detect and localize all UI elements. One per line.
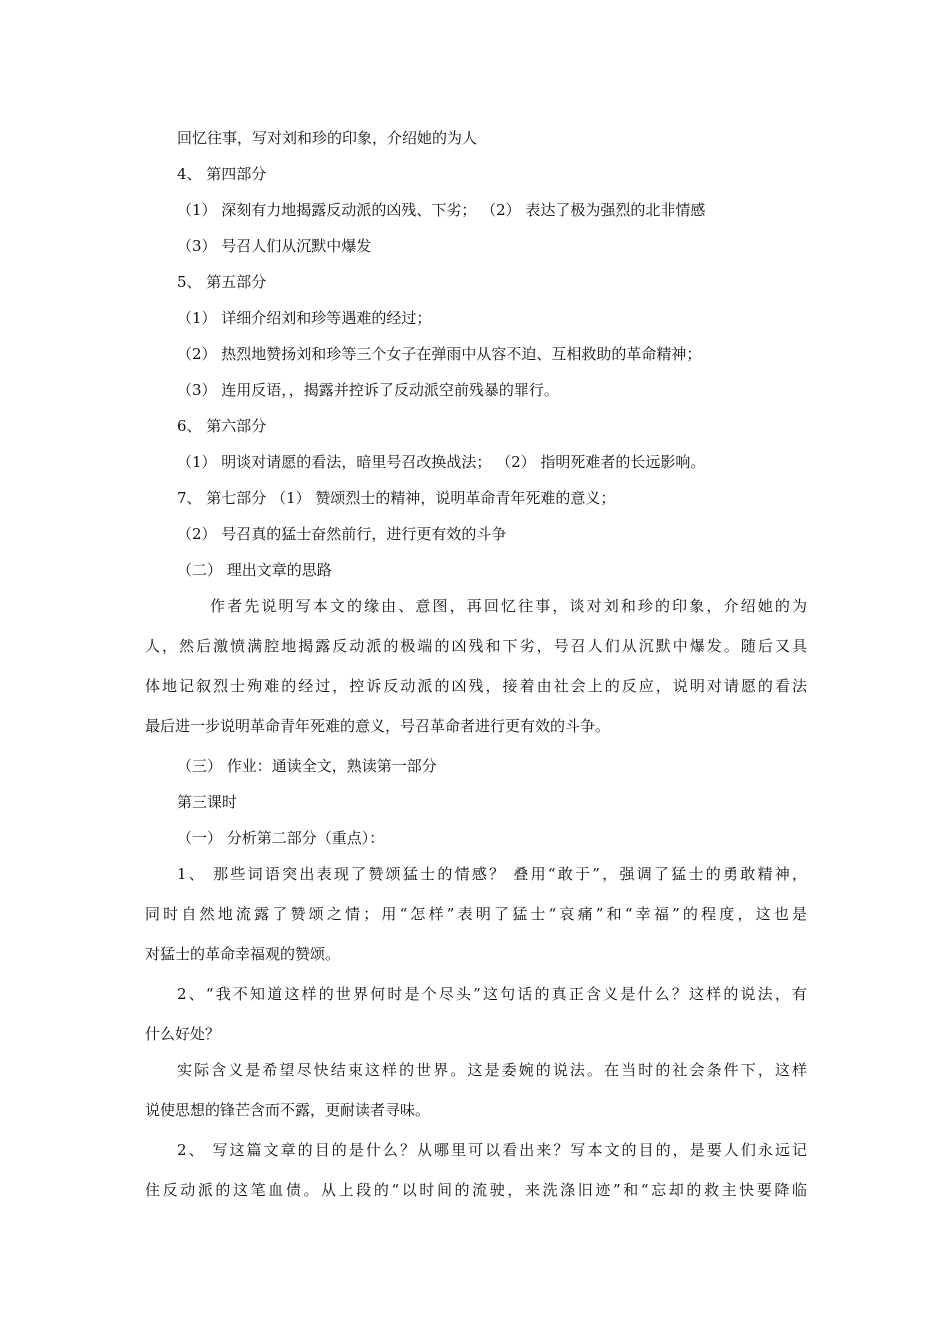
paragraph-line: 同时自然地流露了赞颂之情；用“怎样”表明了猛士“哀痛”和“幸福”的程度，这也是: [145, 905, 807, 923]
text-line: 7、 第七部分 （1） 赞颂烈士的精神，说明革命青年死难的意义；: [177, 489, 616, 507]
text-line: （2） 热烈地赞扬刘和珍等三个女子在弹雨中从容不迫、互相救助的革命精神；: [177, 345, 702, 363]
paragraph-line: 2、“我不知道这样的世界何时是个尽头”这句话的真正含义是什么？这样的说法，有: [177, 985, 807, 1003]
text-line: （3） 号召人们从沉默中爆发: [177, 237, 372, 255]
paragraph-line: 对猛士的革命幸福观的赞颂。: [145, 945, 341, 963]
section-heading: （三） 作业：通读全文，熟读第一部分: [177, 757, 437, 775]
paragraph-line: 1、 那些词语突出表现了赞颂猛士的情感？ 叠用“敢于”，强调了猛士的勇敢精神，: [177, 865, 807, 883]
text-line: （1） 深刻有力地揭露反动派的凶残、下劣； （2） 表达了极为强烈的北非情感: [177, 201, 706, 219]
paragraph-line: 2、 写这篇文章的目的是什么？从哪里可以看出来？写本文的目的，是要人们永远记: [177, 1141, 807, 1159]
lesson-heading: 第三课时: [177, 793, 238, 811]
paragraph-line: 体地记叙烈士殉难的经过，控诉反动派的凶残，接着由社会上的反应，说明对请愿的看法: [145, 677, 807, 695]
text-line: （1） 明谈对请愿的看法，暗里号召改换战法； （2） 指明死难者的长远影响。: [177, 453, 706, 471]
paragraph-line: 住反动派的这笔血债。从上段的“以时间的流驶，来洗涤旧迹”和“忘却的救主快要降临: [145, 1181, 807, 1199]
paragraph-line: 人，然后激愤满腔地揭露反动派的极端的凶残和下劣，号召人们从沉默中爆发。随后又具: [145, 637, 807, 655]
paragraph-line: 说使思想的锋芒含而不露，更耐读者寻味。: [145, 1101, 431, 1119]
paragraph-line: 最后进一步说明革命青年死难的意义，号召革命者进行更有效的斗争。: [145, 717, 611, 735]
section-heading: 6、 第六部分: [177, 417, 267, 435]
paragraph-line: 什么好处？: [145, 1025, 221, 1043]
section-heading: （一） 分析第二部分（重点）：: [177, 829, 385, 847]
section-heading: 4、 第四部分: [177, 165, 267, 183]
text-line: （2） 号召真的猛士奋然前行，进行更有效的斗争: [177, 525, 507, 543]
paragraph-line: 作者先说明写本文的缘由、意图，再回忆往事，谈对刘和珍的印象，介绍她的为: [210, 597, 807, 615]
paragraph-line: 实际含义是希望尽快结束这样的世界。这是委婉的说法。在当时的社会条件下，这样: [177, 1061, 807, 1079]
section-heading: 5、 第五部分: [177, 273, 267, 291]
text-line: （1） 详细介绍刘和珍等遇难的经过；: [177, 309, 432, 327]
text-line: （3） 连用反语，，揭露并控诉了反动派空前残暴的罪行。: [177, 381, 559, 399]
text-line: 回忆往事，写对刘和珍的印象，介绍她的为人: [177, 129, 478, 147]
section-heading: （二） 理出文章的思路: [177, 561, 332, 579]
